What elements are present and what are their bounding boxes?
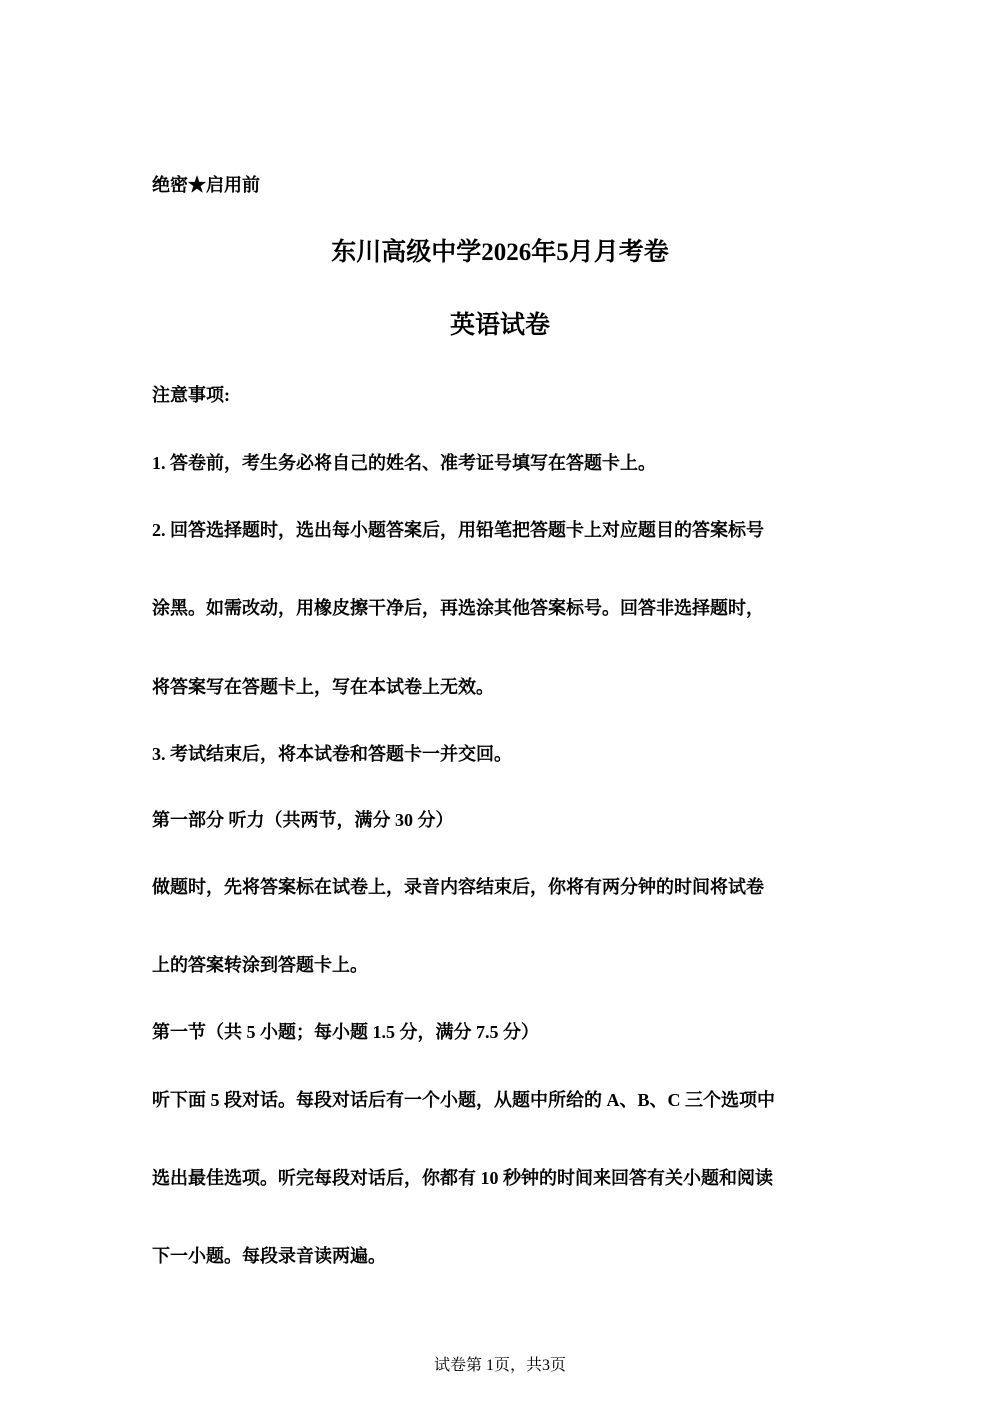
- school-title: 东川高级中学2026年5月月考卷: [331, 239, 669, 266]
- part1-instruction-line-2: 上的答案转涂到答题卡上。: [152, 955, 368, 975]
- subject-title: 英语试卷: [449, 312, 550, 339]
- section1-instruction-line-2: 选出最佳选项。听完每段对话后，你都有 10 秒钟的时间来回答有关小题和阅读: [152, 1168, 773, 1188]
- note-item-1: 1. 答卷前，考生务必将自己的姓名、准考证号填写在答题卡上。: [152, 453, 656, 473]
- note-item-2-line-3: 将答案写在答题卡上，写在本试卷上无效。: [152, 677, 494, 697]
- note-item-3: 3. 考试结束后，将本试卷和答题卡一并交回。: [152, 744, 512, 764]
- note-item-2-line-2: 涂黑。如需改动，用橡皮擦干净后，再选涂其他答案标号。回答非选择题时，: [152, 598, 764, 618]
- section1-instruction-line-1: 听下面 5 段对话。每段对话后有一个小题，从题中所给的 A、B、C 三个选项中: [152, 1090, 776, 1110]
- section1-heading: 第一节（共 5 小题；每小题 1.5 分，满分 7.5 分）: [152, 1022, 539, 1042]
- notes-heading: 注意事项:: [152, 385, 230, 405]
- part1-heading: 第一部分 听力（共两节，满分 30 分）: [152, 810, 454, 830]
- page-footer: 试卷第 1页，共3页: [433, 1357, 566, 1374]
- note-item-2-line-1: 2. 回答选择题时，选出每小题答案后，用铅笔把答题卡上对应题目的答案标号: [152, 520, 764, 540]
- confidential-label: 绝密★启用前: [152, 175, 260, 195]
- section1-instruction-line-3: 下一小题。每段录音读两遍。: [152, 1246, 386, 1266]
- part1-instruction-line-1: 做题时，先将答案标在试卷上，录音内容结束后，你将有两分钟的时间将试卷: [152, 877, 764, 897]
